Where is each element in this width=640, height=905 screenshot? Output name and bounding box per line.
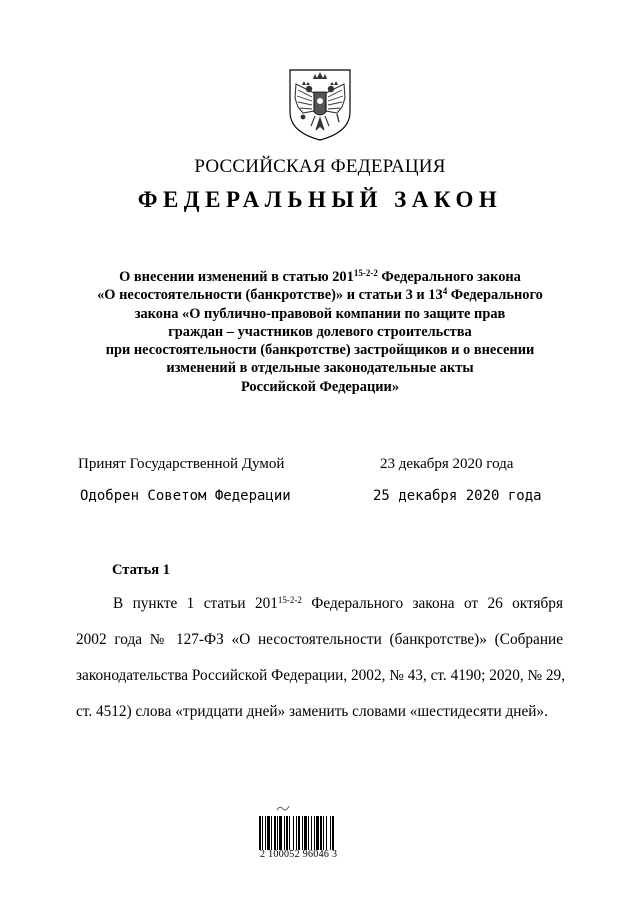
- adopted-by-duma-label: Принят Государственной Думой: [78, 456, 285, 472]
- barcode: [258, 816, 376, 850]
- approved-date: 25 декабря 2020 года: [373, 488, 542, 504]
- article-heading: Статья 1: [112, 562, 170, 578]
- adopted-date: 23 декабря 2020 года: [380, 456, 514, 472]
- article-text-line: законодательства Российской Федерации, 2002, № 43, ст. 4190; 2020, № 29,: [76, 667, 566, 684]
- handwritten-mark: [276, 804, 290, 814]
- coat-of-arms-emblem: [287, 68, 353, 142]
- approved-by-federation-council-label: Одобрен Советом Федерации: [80, 488, 291, 504]
- barcode-number: 2 100052 96046 3: [260, 849, 338, 860]
- article-text-line: 2002 года № 127-ФЗ «О несостоятельности (банкротстве)» (Собрание: [76, 631, 563, 648]
- law-title: О внесении изменений в статью 201$^{15-2-2}$ Федерального закона «О несостоятельности (банкротстве)» и статьи 3 и $13^4$ Федерального закона «О публично-правовой компании по защите прав граждан – участников долевого строительства при несостоятельности (банкротстве) застройщиков и о внесении изменений в отдельные законодательные акты Российской Федерации»: [97, 268, 543, 395]
- country-name: РОССИЙСКАЯ ФЕДЕРАЦИЯ: [194, 156, 446, 177]
- article-text-line: В пункте 1 статьи 201$^{15-2-2}$ Федерального закона от 26 октября: [113, 595, 563, 612]
- document-type: ФЕДЕРАЛЬНЫЙ ЗАКОН: [137, 187, 503, 212]
- article-text-line: ст. 4512) слова «тридцати дней» заменить словами «шестидесяти дней».: [76, 703, 548, 720]
